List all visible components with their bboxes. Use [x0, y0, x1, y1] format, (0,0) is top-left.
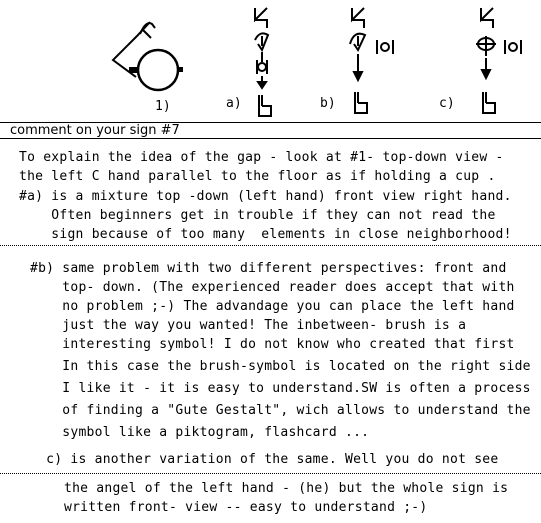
paragraph-2-line: no problem ;-) The advandage you can place the left hand [30, 299, 515, 314]
dotted-divider-1 [0, 245, 541, 246]
paragraph-2-line: just the way you wanted! The inbetween- brush is a [30, 318, 467, 333]
figure-a [255, 8, 271, 116]
paragraph-2-line: #b) same problem with two different perspectives: front and [30, 261, 507, 276]
paragraph-3-line: written front- view -- easy to understand ;-) [64, 500, 428, 515]
figure-1-c-hand [113, 22, 183, 90]
paragraph-1-line: the left C hand parallel to the floor as if holding a cup . [19, 169, 496, 184]
paragraph-1-line: Often beginners get in trouble if they can not read the [19, 208, 496, 223]
paragraph-2-line: c) is another variation of the same. Well you do not see [30, 452, 499, 467]
paragraph-1-line: To explain the idea of the gap - look at #1- top-down view - [19, 150, 504, 165]
paragraph-2-line: symbol like a piktogram, flashcard ... [30, 425, 370, 440]
figure-label-a: a) [226, 96, 242, 111]
figure-label-1: 1) [155, 99, 171, 114]
comment-heading: comment on your sign #7 [10, 123, 180, 138]
dotted-divider-2 [0, 473, 541, 474]
figure-b [350, 8, 367, 113]
paragraph-3-line: the angel of the left hand - (he) but the whole sign is [64, 481, 509, 496]
signwriting-figures [0, 0, 541, 122]
figure-label-b: b) [320, 96, 336, 111]
figure-c [476, 8, 496, 113]
figure-label-c: c) [439, 96, 455, 111]
sign-drawings [0, 0, 541, 122]
paragraph-2-line: top- down. (The experienced reader does accept that with [30, 280, 515, 295]
figure-b-symbol [377, 40, 393, 54]
figure-c-symbol [505, 40, 521, 54]
paragraph-2-line: of finding a "Gute Gestalt", wich allows to understand the [30, 403, 531, 418]
heading-divider [0, 138, 541, 139]
paragraph-2-line: interesting symbol! I do not know who created that first [30, 337, 515, 352]
paragraph-1-line: sign because of too many elements in close neighborhood! [19, 227, 512, 242]
paragraph-2-line: I like it - it is easy to understand.SW is often a process [30, 381, 531, 396]
paragraph-2-line: In this case the brush-symbol is located on the right side [30, 359, 531, 374]
paragraph-1-line: #a) is a mixture top -down (left hand) front view right hand. [19, 189, 512, 204]
